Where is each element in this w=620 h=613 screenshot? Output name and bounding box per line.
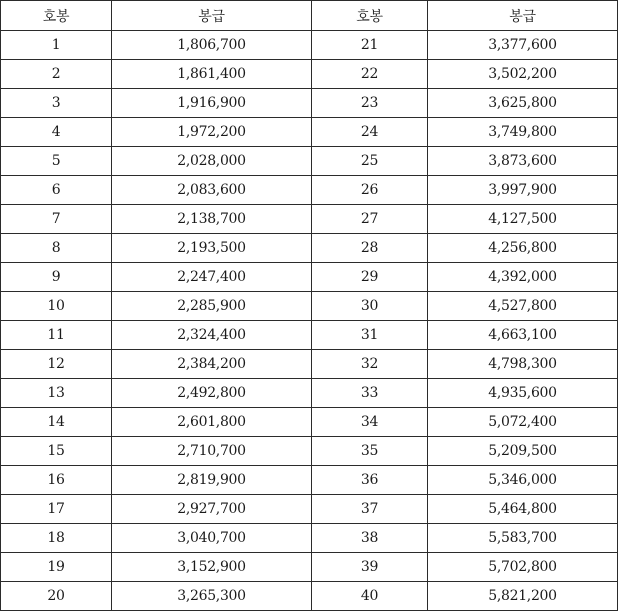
step-right-cell: 37 xyxy=(312,495,428,524)
salary-right-cell: 5,583,700 xyxy=(428,524,618,553)
table-header xyxy=(1,1,618,31)
step-left-cell: 9 xyxy=(1,263,112,292)
salary-right-cell: 3,377,600 xyxy=(428,31,618,60)
step-left-cell: 1 xyxy=(1,31,112,60)
header-row xyxy=(1,1,618,31)
step-right-cell: 21 xyxy=(312,31,428,60)
step-left-cell: 7 xyxy=(1,205,112,234)
salary-right-cell: 4,527,800 xyxy=(428,292,618,321)
salary-left-cell: 2,083,600 xyxy=(112,176,312,205)
salary-left-cell: 2,285,900 xyxy=(112,292,312,321)
salary-left-cell: 1,972,200 xyxy=(112,118,312,147)
step-right-cell: 30 xyxy=(312,292,428,321)
salary-right-cell: 4,127,500 xyxy=(428,205,618,234)
step-left-cell: 19 xyxy=(1,553,112,582)
table-row xyxy=(1,408,618,437)
salary-right-cell: 4,798,300 xyxy=(428,350,618,379)
table-row xyxy=(1,582,618,611)
salary-right-cell: 5,072,400 xyxy=(428,408,618,437)
salary-left-cell: 2,601,800 xyxy=(112,408,312,437)
step-right-cell: 22 xyxy=(312,60,428,89)
step-right-cell: 28 xyxy=(312,234,428,263)
step-right-cell: 27 xyxy=(312,205,428,234)
salary-left-cell: 2,492,800 xyxy=(112,379,312,408)
step-left-cell: 18 xyxy=(1,524,112,553)
step-left-cell: 10 xyxy=(1,292,112,321)
step-left-cell: 20 xyxy=(1,582,112,611)
salary-right-cell: 5,209,500 xyxy=(428,437,618,466)
salary-left-cell: 2,138,700 xyxy=(112,205,312,234)
step-left-cell: 12 xyxy=(1,350,112,379)
salary-left-cell: 3,040,700 xyxy=(112,524,312,553)
table-row xyxy=(1,292,618,321)
table-row xyxy=(1,553,618,582)
table-row xyxy=(1,437,618,466)
table-row xyxy=(1,89,618,118)
salary-left-cell: 2,819,900 xyxy=(112,466,312,495)
step-right-cell: 32 xyxy=(312,350,428,379)
salary-left-cell: 2,324,400 xyxy=(112,321,312,350)
table-row xyxy=(1,147,618,176)
step-left-cell: 8 xyxy=(1,234,112,263)
salary-right-cell: 3,749,800 xyxy=(428,118,618,147)
step-left-cell: 13 xyxy=(1,379,112,408)
step-left-cell: 5 xyxy=(1,147,112,176)
salary-right-cell: 3,997,900 xyxy=(428,176,618,205)
table-row xyxy=(1,350,618,379)
step-right-cell: 23 xyxy=(312,89,428,118)
salary-right-cell: 5,702,800 xyxy=(428,553,618,582)
step-right-cell: 34 xyxy=(312,408,428,437)
step-right-cell: 39 xyxy=(312,553,428,582)
salary-right-cell: 5,346,000 xyxy=(428,466,618,495)
salary-right-cell: 4,663,100 xyxy=(428,321,618,350)
header-step-left: 호봉 xyxy=(1,1,112,31)
salary-right-cell: 3,502,200 xyxy=(428,60,618,89)
table-row xyxy=(1,263,618,292)
salary-left-cell: 2,193,500 xyxy=(112,234,312,263)
salary-right-cell: 4,935,600 xyxy=(428,379,618,408)
salary-left-cell: 1,806,700 xyxy=(112,31,312,60)
step-left-cell: 14 xyxy=(1,408,112,437)
step-right-cell: 26 xyxy=(312,176,428,205)
step-left-cell: 16 xyxy=(1,466,112,495)
step-right-cell: 25 xyxy=(312,147,428,176)
table-row xyxy=(1,31,618,60)
salary-left-cell: 1,861,400 xyxy=(112,60,312,89)
salary-left-cell: 2,028,000 xyxy=(112,147,312,176)
table-row xyxy=(1,60,618,89)
table-row xyxy=(1,495,618,524)
table-row xyxy=(1,234,618,263)
table-row xyxy=(1,321,618,350)
salary-right-cell: 4,256,800 xyxy=(428,234,618,263)
salary-left-cell: 2,927,700 xyxy=(112,495,312,524)
salary-right-cell: 5,464,800 xyxy=(428,495,618,524)
step-right-cell: 38 xyxy=(312,524,428,553)
step-right-cell: 35 xyxy=(312,437,428,466)
step-left-cell: 6 xyxy=(1,176,112,205)
salary-left-cell: 2,384,200 xyxy=(112,350,312,379)
salary-left-cell: 1,916,900 xyxy=(112,89,312,118)
table-row xyxy=(1,205,618,234)
step-right-cell: 33 xyxy=(312,379,428,408)
table-body xyxy=(1,31,618,611)
salary-left-cell: 2,247,400 xyxy=(112,263,312,292)
step-left-cell: 4 xyxy=(1,118,112,147)
salary-left-cell: 3,265,300 xyxy=(112,582,312,611)
salary-left-cell: 2,710,700 xyxy=(112,437,312,466)
step-left-cell: 11 xyxy=(1,321,112,350)
header-salary-left: 봉급 xyxy=(112,1,312,31)
salary-right-cell: 3,873,600 xyxy=(428,147,618,176)
step-right-cell: 24 xyxy=(312,118,428,147)
step-left-cell: 17 xyxy=(1,495,112,524)
step-right-cell: 31 xyxy=(312,321,428,350)
table-row xyxy=(1,379,618,408)
salary-right-cell: 5,821,200 xyxy=(428,582,618,611)
table-row xyxy=(1,176,618,205)
header-salary-right: 봉급 xyxy=(428,1,618,31)
salary-right-cell: 3,625,800 xyxy=(428,89,618,118)
salary-left-cell: 3,152,900 xyxy=(112,553,312,582)
step-left-cell: 15 xyxy=(1,437,112,466)
step-left-cell: 3 xyxy=(1,89,112,118)
table-row xyxy=(1,466,618,495)
header-step-right: 호봉 xyxy=(312,1,428,31)
salary-right-cell: 4,392,000 xyxy=(428,263,618,292)
table-row xyxy=(1,524,618,553)
step-left-cell: 2 xyxy=(1,60,112,89)
step-right-cell: 40 xyxy=(312,582,428,611)
table-row xyxy=(1,118,618,147)
step-right-cell: 36 xyxy=(312,466,428,495)
step-right-cell: 29 xyxy=(312,263,428,292)
